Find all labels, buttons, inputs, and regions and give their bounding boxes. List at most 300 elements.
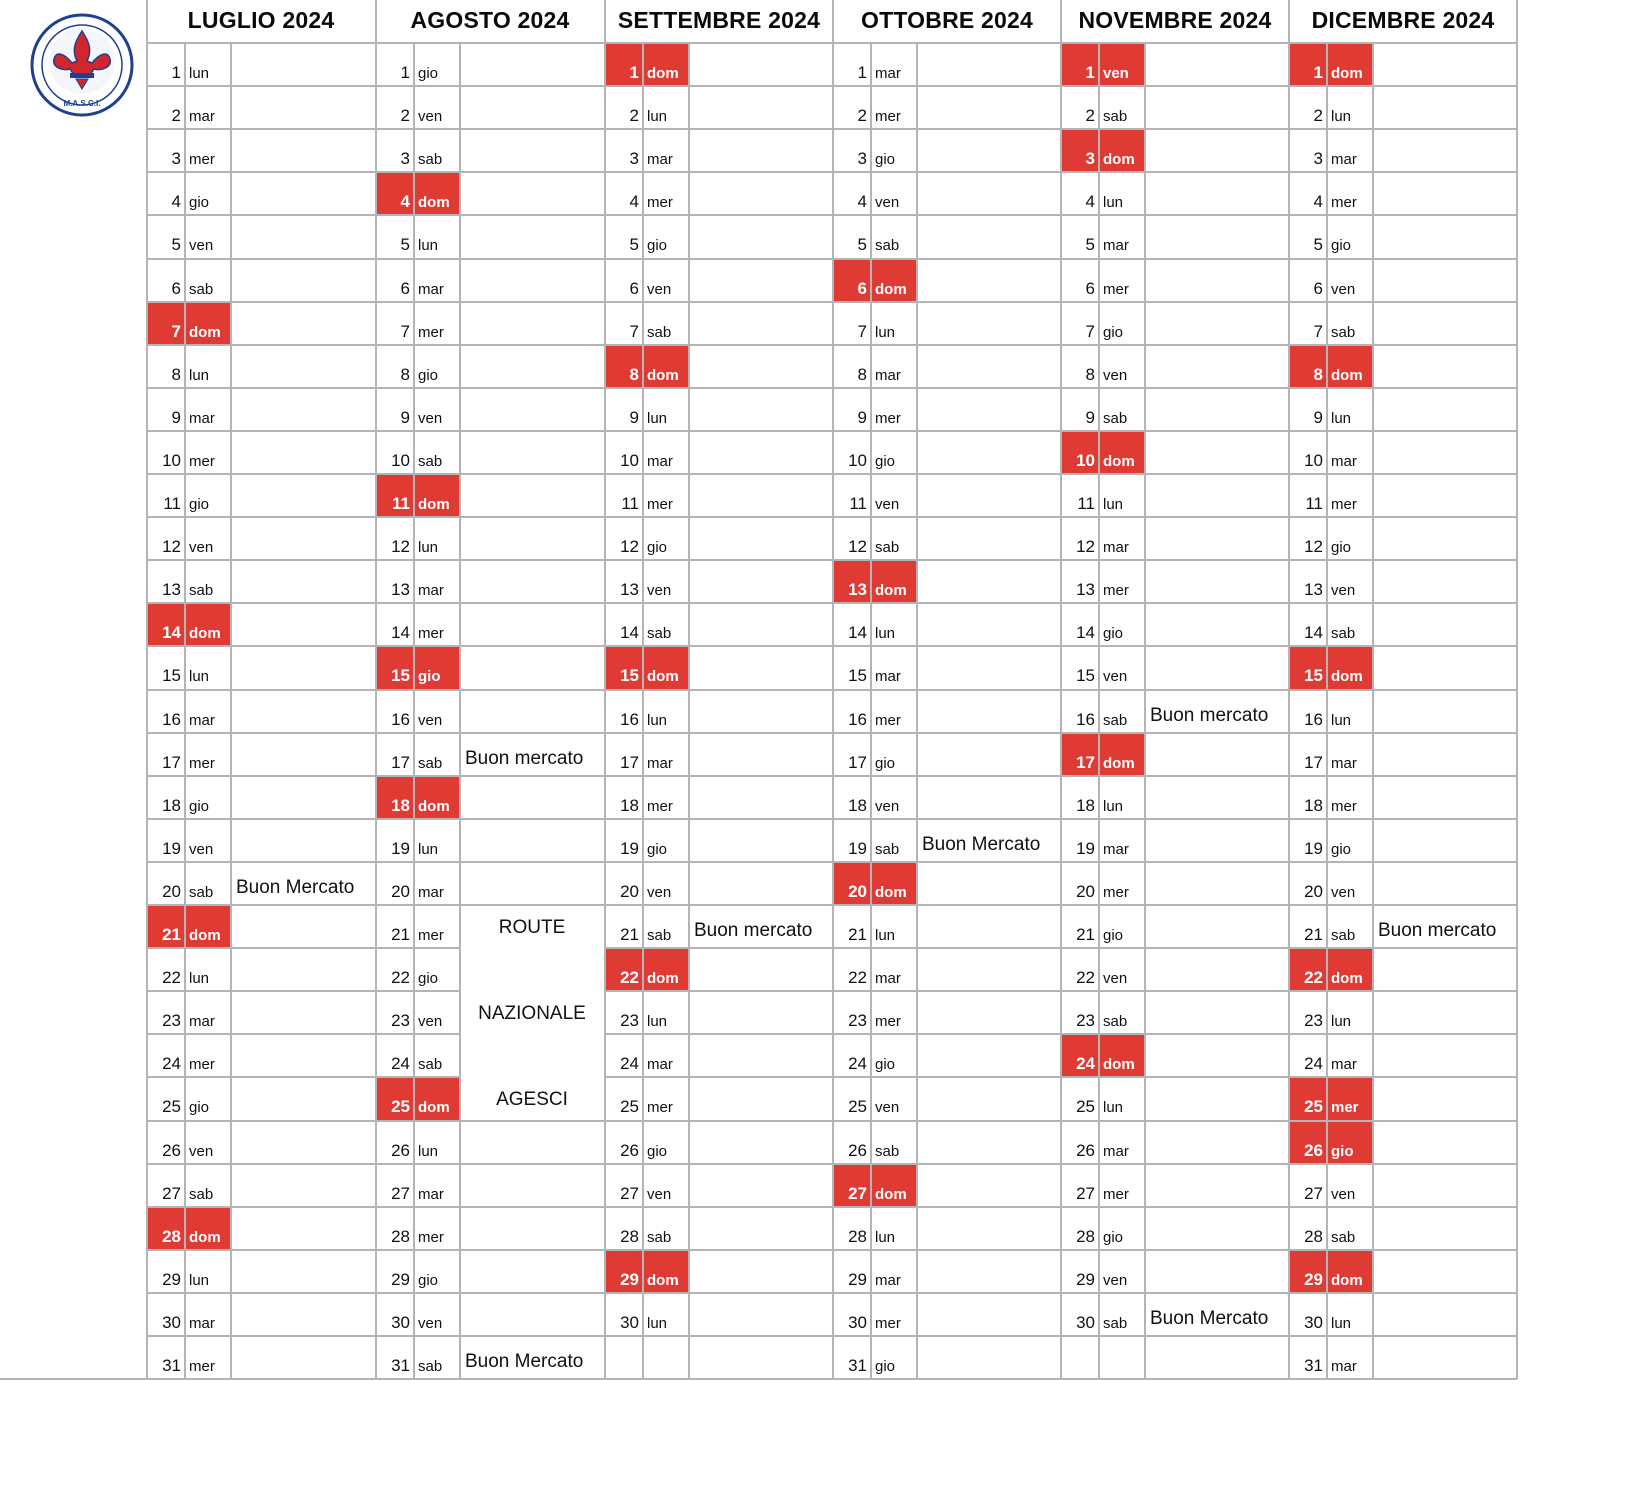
event-cell[interactable] [918, 1035, 1060, 1077]
day-number-text: 4 [1313, 192, 1323, 212]
day-number [148, 1078, 185, 1120]
event-cell[interactable] [1146, 1165, 1288, 1207]
event-cell[interactable] [918, 87, 1060, 129]
event-cell[interactable] [918, 906, 1060, 948]
day-name [415, 820, 460, 862]
event-cell[interactable] [1146, 173, 1288, 215]
day-name [415, 389, 460, 431]
event-cell[interactable] [918, 604, 1060, 646]
event-cell[interactable] [232, 173, 374, 215]
day-name-text: mer [875, 1013, 901, 1031]
day-name [1100, 691, 1145, 733]
day-name [644, 260, 689, 302]
day-name [186, 992, 231, 1034]
day-number [377, 1294, 414, 1336]
event-cell[interactable] [918, 44, 1060, 86]
event-cell[interactable] [461, 130, 603, 172]
event-cell[interactable] [1374, 260, 1516, 302]
event-cell[interactable] [232, 44, 374, 86]
event-cell[interactable] [690, 87, 832, 129]
event-cell[interactable] [461, 44, 603, 86]
day-name-text: mer [1103, 1185, 1129, 1203]
event-cell[interactable] [461, 1165, 603, 1207]
day-number [834, 346, 871, 388]
day-number-text: 10 [162, 450, 181, 470]
day-number [1290, 863, 1327, 905]
day-number [606, 1078, 643, 1120]
month-header: LUGLIO 2024 [187, 7, 335, 33]
day-name [644, 1078, 689, 1120]
day-number-text: 17 [1304, 752, 1323, 772]
day-number-text: 29 [162, 1269, 181, 1289]
day-number [377, 691, 414, 733]
event-cell[interactable] [1374, 346, 1516, 388]
day-number [834, 518, 871, 560]
event-cell[interactable] [1146, 1078, 1288, 1120]
event-cell[interactable] [461, 389, 603, 431]
day-number-text: 21 [391, 925, 410, 945]
event-cell[interactable] [1374, 777, 1516, 819]
day-name [872, 518, 917, 560]
day-name [1100, 1337, 1145, 1379]
event-cell[interactable] [232, 561, 374, 603]
event-cell[interactable] [1146, 44, 1288, 86]
event-cell[interactable] [918, 130, 1060, 172]
day-name [186, 1035, 231, 1077]
event-cell[interactable] [232, 1122, 374, 1164]
event-cell[interactable] [1146, 346, 1288, 388]
day-number [1290, 432, 1327, 474]
event-cell[interactable] [1146, 604, 1288, 646]
day-number [606, 346, 643, 388]
event-cell[interactable] [1374, 647, 1516, 689]
day-name [1100, 173, 1145, 215]
event-cell[interactable] [232, 87, 374, 129]
event-cell[interactable] [461, 777, 603, 819]
event-cell[interactable] [232, 260, 374, 302]
event-cell[interactable] [918, 777, 1060, 819]
day-name-text: mer [189, 754, 215, 772]
event-cell[interactable] [1374, 561, 1516, 603]
event-cell[interactable] [232, 734, 374, 776]
event-cell[interactable] [232, 216, 374, 258]
day-number-text: 16 [391, 709, 410, 729]
day-number-text: 29 [1076, 1269, 1095, 1289]
day-number-text: 19 [620, 838, 639, 858]
event-cell[interactable] [232, 1294, 374, 1336]
event-cell[interactable] [918, 1165, 1060, 1207]
event-cell[interactable] [1146, 1035, 1288, 1077]
day-number-text: 7 [629, 321, 639, 341]
event-cell[interactable] [1374, 734, 1516, 776]
event-cell[interactable] [461, 604, 603, 646]
event-cell[interactable] [1146, 389, 1288, 431]
day-number-text: 13 [848, 580, 867, 600]
event-cell[interactable] [690, 1122, 832, 1164]
event-cell[interactable] [1146, 647, 1288, 689]
event-cell[interactable] [918, 1251, 1060, 1293]
day-name [415, 1294, 460, 1336]
event-cell[interactable] [1146, 303, 1288, 345]
event-cell[interactable] [690, 1337, 832, 1379]
day-number-text: 1 [400, 63, 410, 83]
event-cell[interactable] [918, 518, 1060, 560]
event-cell[interactable] [232, 346, 374, 388]
event-cell[interactable] [232, 303, 374, 345]
day-number-text: 1 [171, 63, 181, 83]
grid-line [1372, 43, 1374, 1379]
day-number-text: 26 [1304, 1140, 1323, 1160]
event-cell[interactable] [918, 647, 1060, 689]
day-name [644, 1122, 689, 1164]
event-cell[interactable] [1374, 475, 1516, 517]
event-cell[interactable] [1146, 1294, 1288, 1336]
day-number-text: 28 [162, 1226, 181, 1246]
event-cell[interactable] [690, 303, 832, 345]
event-cell[interactable] [232, 777, 374, 819]
event-cell[interactable] [690, 1078, 832, 1120]
event-cell[interactable] [1146, 1208, 1288, 1250]
event-cell[interactable] [232, 518, 374, 560]
event-cell[interactable] [232, 691, 374, 733]
event-cell[interactable] [1146, 475, 1288, 517]
event-cell[interactable] [690, 906, 832, 948]
event-cell[interactable] [690, 777, 832, 819]
event-cell[interactable] [461, 1122, 603, 1164]
event-cell[interactable] [1146, 691, 1288, 733]
event-cell[interactable] [918, 475, 1060, 517]
event-cell[interactable] [918, 561, 1060, 603]
event-cell[interactable] [1374, 303, 1516, 345]
event-cell[interactable] [1374, 1035, 1516, 1077]
event-cell[interactable] [690, 647, 832, 689]
event-cell[interactable] [1374, 1165, 1516, 1207]
day-number-text: 30 [620, 1312, 639, 1332]
event-cell[interactable] [918, 820, 1060, 862]
event-cell[interactable] [461, 1337, 603, 1379]
event-cell[interactable] [1146, 992, 1288, 1034]
day-number [148, 820, 185, 862]
event-cell[interactable] [1146, 1251, 1288, 1293]
event-cell[interactable] [918, 173, 1060, 215]
day-number-text: 22 [1304, 968, 1323, 988]
day-name-text: lun [418, 237, 439, 255]
grid-line [460, 214, 605, 216]
event-cell[interactable] [1146, 820, 1288, 862]
day-name-text: mer [418, 625, 444, 643]
day-name-text: mer [1331, 496, 1357, 514]
day-name [186, 475, 231, 517]
event-cell[interactable] [461, 216, 603, 258]
event-cell[interactable] [690, 260, 832, 302]
event-cell[interactable] [690, 346, 832, 388]
event-cell[interactable] [1374, 906, 1516, 948]
day-number-text: 17 [1076, 752, 1095, 772]
event-cell[interactable] [232, 130, 374, 172]
day-name [415, 303, 460, 345]
day-name-text: gio [647, 840, 668, 858]
day-name [1328, 303, 1373, 345]
event-cell[interactable] [1374, 432, 1516, 474]
event-cell[interactable] [232, 475, 374, 517]
event-cell[interactable] [1374, 1208, 1516, 1250]
event-cell[interactable] [232, 820, 374, 862]
day-number [1290, 1035, 1327, 1077]
day-number [834, 734, 871, 776]
event-cell[interactable] [1374, 949, 1516, 991]
event-cell[interactable] [1374, 44, 1516, 86]
day-number-text: 4 [1085, 192, 1095, 212]
event-cell[interactable] [918, 863, 1060, 905]
event-cell[interactable] [232, 1251, 374, 1293]
event-cell[interactable] [690, 1208, 832, 1250]
event-cell[interactable] [1146, 949, 1288, 991]
event-cell[interactable] [690, 604, 832, 646]
event-cell[interactable] [690, 216, 832, 258]
event-cell[interactable] [232, 949, 374, 991]
event-cell[interactable] [1146, 260, 1288, 302]
day-number-text: 10 [1076, 450, 1095, 470]
event-cell[interactable] [232, 1035, 374, 1077]
event-cell[interactable] [1146, 216, 1288, 258]
event-cell[interactable] [232, 1078, 374, 1120]
day-name [1100, 863, 1145, 905]
event-cell[interactable] [918, 1294, 1060, 1336]
event-cell[interactable] [690, 1251, 832, 1293]
event-cell[interactable] [690, 44, 832, 86]
day-number [1062, 173, 1099, 215]
day-name-text: gio [875, 452, 896, 470]
day-number [1062, 303, 1099, 345]
day-number-text: 3 [1313, 149, 1323, 169]
event-cell[interactable] [690, 863, 832, 905]
day-name-text: mer [647, 194, 673, 212]
event-cell[interactable] [461, 949, 603, 991]
event-cell[interactable] [690, 820, 832, 862]
event-cell[interactable] [232, 1165, 374, 1207]
day-number-text: 30 [1076, 1312, 1095, 1332]
day-name [1328, 820, 1373, 862]
day-number [834, 432, 871, 474]
event-cell[interactable] [690, 173, 832, 215]
event-cell[interactable] [1146, 1337, 1288, 1379]
day-name-text: mar [1331, 1358, 1357, 1376]
day-name-text: sab [1103, 1314, 1128, 1332]
day-name-text: ven [418, 1013, 443, 1031]
event-cell[interactable] [1374, 1122, 1516, 1164]
event-cell[interactable] [690, 518, 832, 560]
event-cell[interactable] [918, 1208, 1060, 1250]
event-cell[interactable] [461, 820, 603, 862]
day-name [186, 1165, 231, 1207]
day-number [148, 216, 185, 258]
event-cell[interactable] [1374, 173, 1516, 215]
day-name [415, 346, 460, 388]
event-cell[interactable] [918, 691, 1060, 733]
event-cell[interactable] [1146, 734, 1288, 776]
event-cell[interactable] [690, 992, 832, 1034]
event-cell[interactable] [232, 604, 374, 646]
event-cell[interactable] [918, 346, 1060, 388]
day-number [834, 1078, 871, 1120]
day-name [1100, 1122, 1145, 1164]
day-name [644, 777, 689, 819]
event-cell[interactable] [461, 734, 603, 776]
event-cell[interactable] [461, 432, 603, 474]
event-cell[interactable] [1374, 87, 1516, 129]
grid-line [413, 43, 415, 1379]
event-cell[interactable] [690, 1294, 832, 1336]
event-cell[interactable] [461, 475, 603, 517]
day-name-text: mar [647, 151, 673, 169]
event-cell[interactable] [461, 87, 603, 129]
day-number-text: 15 [620, 666, 639, 686]
event-cell[interactable] [918, 303, 1060, 345]
day-number-text: 2 [171, 106, 181, 126]
day-number [606, 561, 643, 603]
day-name-text: lun [1331, 1314, 1352, 1332]
event-cell[interactable] [232, 1208, 374, 1250]
event-cell[interactable] [461, 518, 603, 560]
event-cell[interactable] [1374, 1294, 1516, 1336]
event-cell[interactable] [461, 346, 603, 388]
event-cell[interactable] [232, 1337, 374, 1379]
day-name-text: dom [1331, 1271, 1363, 1289]
event-cell[interactable] [918, 1078, 1060, 1120]
event-cell[interactable] [918, 1122, 1060, 1164]
event-cell[interactable] [918, 216, 1060, 258]
day-number [377, 475, 414, 517]
event-cell[interactable] [461, 173, 603, 215]
day-name [1328, 87, 1373, 129]
event-cell[interactable] [690, 1035, 832, 1077]
day-name [644, 1294, 689, 1336]
day-name-text: dom [1103, 1056, 1135, 1074]
day-number-text: 27 [162, 1183, 181, 1203]
event-cell[interactable] [918, 1337, 1060, 1379]
event-cell[interactable] [1374, 389, 1516, 431]
event-cell[interactable] [232, 432, 374, 474]
day-name [872, 1208, 917, 1250]
grid-line [460, 775, 605, 777]
day-name-text: lun [647, 1314, 668, 1332]
grid-line [460, 861, 605, 863]
event-cell[interactable] [461, 303, 603, 345]
day-number-text: 12 [1076, 537, 1095, 557]
event-cell[interactable] [1374, 863, 1516, 905]
event-cell[interactable] [461, 691, 603, 733]
day-number-text: 12 [1304, 537, 1323, 557]
event-cell[interactable] [1374, 604, 1516, 646]
event-cell[interactable] [1374, 1337, 1516, 1379]
day-name-text: lun [875, 1228, 896, 1246]
event-cell[interactable] [918, 992, 1060, 1034]
event-cell[interactable] [690, 432, 832, 474]
event-cell[interactable] [461, 1208, 603, 1250]
event-cell[interactable] [1146, 130, 1288, 172]
day-number [148, 906, 185, 948]
event-cell[interactable] [1146, 432, 1288, 474]
event-cell[interactable] [1146, 906, 1288, 948]
event-cell[interactable] [1374, 216, 1516, 258]
event-cell[interactable] [918, 949, 1060, 991]
event-cell[interactable] [690, 475, 832, 517]
event-cell[interactable] [461, 863, 603, 905]
event-cell[interactable] [690, 1165, 832, 1207]
event-cell[interactable] [1374, 1078, 1516, 1120]
day-number [1290, 949, 1327, 991]
event-cell[interactable] [690, 561, 832, 603]
day-name-text: mer [1103, 582, 1129, 600]
event-cell[interactable] [1374, 691, 1516, 733]
event-cell[interactable] [461, 260, 603, 302]
event-cell[interactable] [690, 691, 832, 733]
event-cell[interactable] [461, 561, 603, 603]
day-number [606, 820, 643, 862]
event-cell[interactable] [461, 1035, 603, 1077]
event-cell[interactable] [1374, 820, 1516, 862]
day-name [1328, 1078, 1373, 1120]
day-name-text: mar [875, 366, 901, 384]
event-cell[interactable] [1374, 992, 1516, 1034]
day-number [1062, 820, 1099, 862]
event-cell[interactable] [232, 389, 374, 431]
event-cell[interactable] [1146, 863, 1288, 905]
event-cell[interactable] [918, 389, 1060, 431]
event-cell[interactable] [690, 389, 832, 431]
event-cell[interactable] [1146, 777, 1288, 819]
event-cell[interactable] [1146, 1122, 1288, 1164]
day-number [834, 260, 871, 302]
day-name [1328, 389, 1373, 431]
day-number-text: 19 [1076, 838, 1095, 858]
event-cell[interactable] [232, 992, 374, 1034]
event-cell[interactable] [232, 863, 374, 905]
event-cell[interactable] [690, 130, 832, 172]
month-header: NOVEMBRE 2024 [1078, 7, 1272, 33]
day-number-text: 24 [848, 1054, 867, 1074]
event-cell[interactable] [1146, 518, 1288, 560]
day-number [148, 260, 185, 302]
event-cell[interactable] [690, 734, 832, 776]
day-name [872, 87, 917, 129]
day-name [644, 346, 689, 388]
event-cell[interactable] [461, 1251, 603, 1293]
event-cell[interactable] [1374, 130, 1516, 172]
event-cell[interactable] [918, 734, 1060, 776]
event-cell[interactable] [461, 647, 603, 689]
day-number-text: 24 [391, 1054, 410, 1074]
event-cell[interactable] [232, 906, 374, 948]
day-number [606, 949, 643, 991]
day-number [834, 820, 871, 862]
day-number [377, 777, 414, 819]
event-cell[interactable] [918, 432, 1060, 474]
event-cell[interactable] [918, 260, 1060, 302]
day-number-text: 31 [848, 1356, 867, 1376]
event-cell[interactable] [232, 647, 374, 689]
day-name [1100, 647, 1145, 689]
event-cell[interactable] [1146, 87, 1288, 129]
event-cell[interactable] [461, 1294, 603, 1336]
day-number-text: 3 [629, 149, 639, 169]
event-cell[interactable] [690, 949, 832, 991]
event-cell[interactable] [1374, 518, 1516, 560]
event-cell[interactable] [1374, 1251, 1516, 1293]
day-number-text: 14 [848, 623, 867, 643]
day-name [186, 518, 231, 560]
event-cell[interactable] [1146, 561, 1288, 603]
